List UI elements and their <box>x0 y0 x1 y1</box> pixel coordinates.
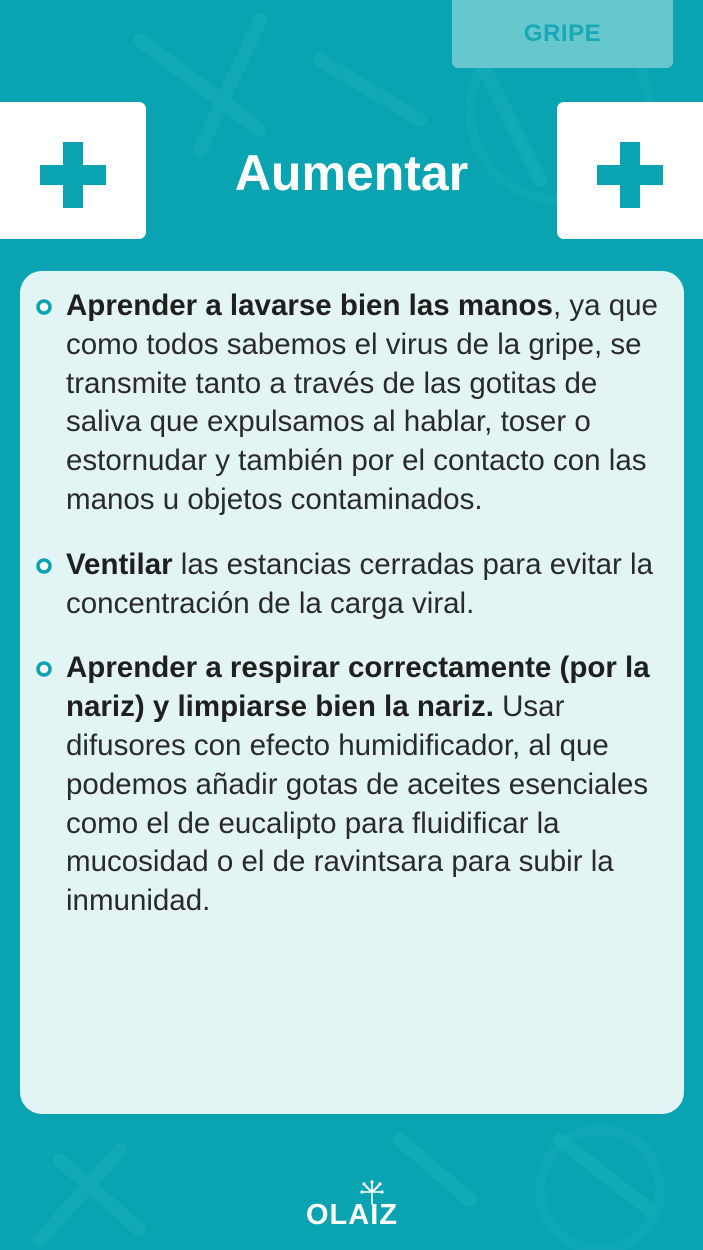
logo-text: OLAIZ <box>306 1199 398 1231</box>
bullet-icon <box>36 661 52 677</box>
brand-logo <box>302 1180 402 1232</box>
left-plus-card[interactable] <box>0 102 146 239</box>
item-text: las estancias cerradas para evitar la concentración de la carga viral. <box>66 547 654 620</box>
item-text: , ya que como todos sabemos el virus de la gripe, se transmite tanto a través de las gotitas de saliva que expulsamos al hablar, toser o estornudar y también por el contacto con las manos u objetos contaminados. <box>66 289 658 516</box>
item-bold-text: Aprender a lavarse bien las manos <box>66 289 553 322</box>
list-item <box>34 287 666 520</box>
plus-icon <box>597 142 663 208</box>
category-tag: GRIPE <box>452 0 673 68</box>
item-text: Usar difusores con efecto humidificador, al que podemos añadir gotas de aceites esenciales como el de eucalipto para fluidificar la mucosidad o el de ravintsara para subir la inmunidad. <box>66 690 649 918</box>
content-card <box>20 271 684 1114</box>
right-plus-card[interactable] <box>557 102 703 239</box>
list-item <box>34 546 666 624</box>
plus-icon <box>40 142 106 208</box>
page-title: Aumentar <box>234 145 469 201</box>
item-bold-text: Aprender a respirar correctamente (por la nariz) y limpiarse bien la nariz. <box>66 651 650 724</box>
list-item <box>34 649 666 921</box>
item-bold-text: Ventilar <box>66 547 173 581</box>
bullet-icon <box>36 558 52 574</box>
bullet-icon <box>36 299 52 315</box>
